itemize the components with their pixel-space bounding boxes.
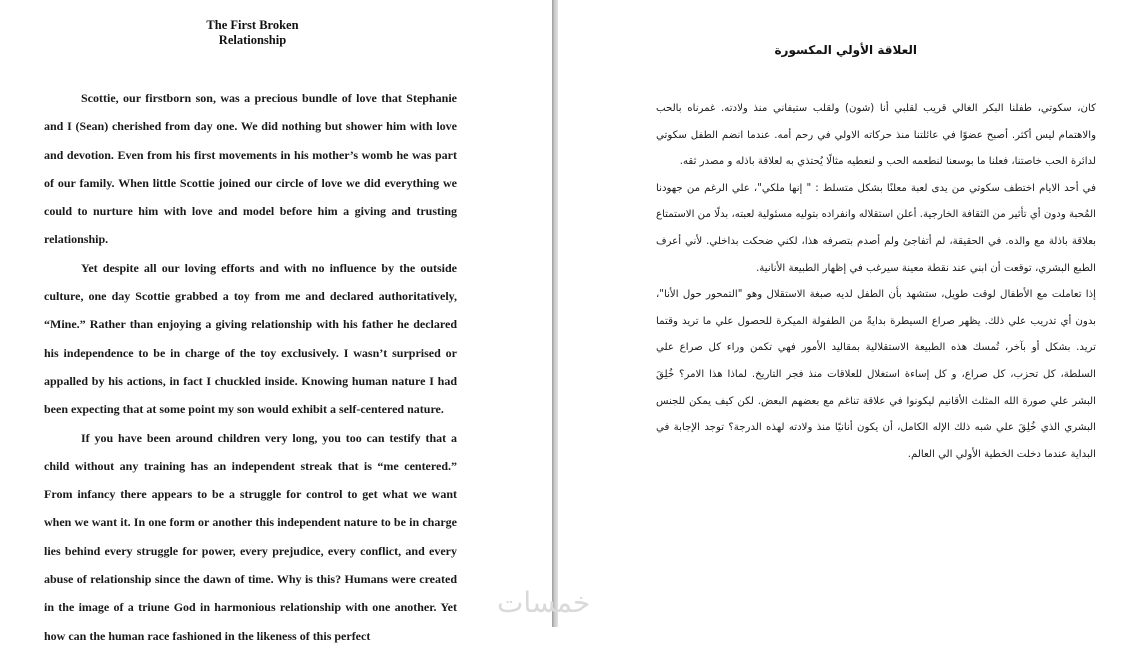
english-title-line-1: The First Broken	[206, 18, 299, 32]
english-title-line-2: Relationship	[218, 33, 287, 47]
arabic-paragraph: في أحد الايام اختطف سكوتي من يدى لعبة معلنًا بشكل متسلط : " إنها ملكي"، علي الرغم من جهودنا المُحبة ودون أي تأثير من الثقافة الخارجية. أعلن استقلاله وانفراده بتوليه مسئولية لعبته، بدلًا من الاستمتاع بعلاقة باذلة مع والده. في الحقيقة، لم أتفاجئ ولم أصدم بتصرفه هذا، لكني ضحكت بداخلي. لأني أعرف الطبع البشري، توقعت أن ابني عند نقطة معينة سيرغب في إظهار الطبيعة الأنانية.	[656, 182, 1096, 274]
english-body	[44, 84, 457, 650]
arabic-title: العلاقة الأولي المكسورة	[774, 43, 917, 57]
english-title	[120, 18, 385, 48]
arabic-page	[558, 0, 1127, 627]
arabic-body	[656, 96, 1096, 468]
arabic-paragraph: إذا تعاملت مع الأطفال لوقت طويل، ستشهد بأن الطفل لديه صبغة الاستقلال وهو "التمحور حول الأنا"، بدون أي تدريب علي ذلك. يظهر صراع السيطرة بدايةً من الطفولة الميكرة للحصول علي ما تريد وقتما تريد. بشكل أو بآخر، تُمسك هذه الطبيعة الاستقلالية بمقاليد الأمور فهي تكمن وراء كل صراع علي السلطة، كل تحزب، كل صراع، و كل إساءة استغلال للعلاقات منذ فجر التاريخ. لماذا هذا الامر؟ خُلِقَ البشر علي صورة الله المثلث الأقانيم ليكونوا في علاقة تناغم مع بعضهم البعض. لكن كيف يمكن للجنس البشري الذي خُلِقَ علي شبه ذلك الإله الكامل، أن يكون أنانيًا منذ ولادته لهذه الدرجة؟ توجد الإجابة في البداية عندما دخلت الخطية الأولي الي العالم.	[656, 289, 1096, 460]
arabic-paragraph: كان، سكوتي، طفلنا البكر الغالي قريب لقلبي أنا (شون) ولقلب ستيفاني منذ ولادته. غمرناه بالحب والاهتمام ليس أكثر. أصبح عضوًا في عائلتنا منذ حركاته الاولي في رحم أمه. عندما انضم الطفل سكوتي لدائرة الحب خاصتنا، فعلنا ما بوسعنا لنطعمه الحب و لنعطيه مثالًا يُحتذي به لعلاقة باذله و مصدر ثقه.	[656, 103, 1096, 168]
watermark-logo: خمسات	[497, 586, 591, 619]
english-paragraph: Scottie, our firstborn son, was a precious bundle of love that Stephanie and I (Sean) cherished from day one. We did nothing but shower him with love and devotion. Even from his first movements in his mother’s womb he was part of our family. When little Scottie joined our circle of love we did everything we could to nurture him with love and model before him a giving and trusting relationship.	[44, 91, 457, 247]
english-paragraph: If you have been around children very long, you too can testify that a child without any training has an independent streak that is “me centered.” From infancy there appears to be a struggle for control to get what we want when we want it. In one form or another this independent nature to be in charge lies behind every struggle for power, every prejudice, every conflict, and every abuse of relationship since the dawn of time. Why is this? Humans were created in the image of a triune God in harmonious relationship with one another. Yet how can the human race fashioned in the likeness of this perfect	[44, 430, 457, 643]
english-page	[0, 0, 552, 643]
english-paragraph: Yet despite all our loving efforts and with no influence by the outside culture, one day Scottie grabbed a toy from me and declared authoritatively, “Mine.” Rather than enjoying a giving relationship with his father he declared his independence to be in charge of the toy exclusively. I wasn’t surprised or appalled by his actions, in fact I chuckled inside. Knowing human nature I had been expecting that at some point my son would exhibit a self-centered nature.	[44, 260, 457, 417]
